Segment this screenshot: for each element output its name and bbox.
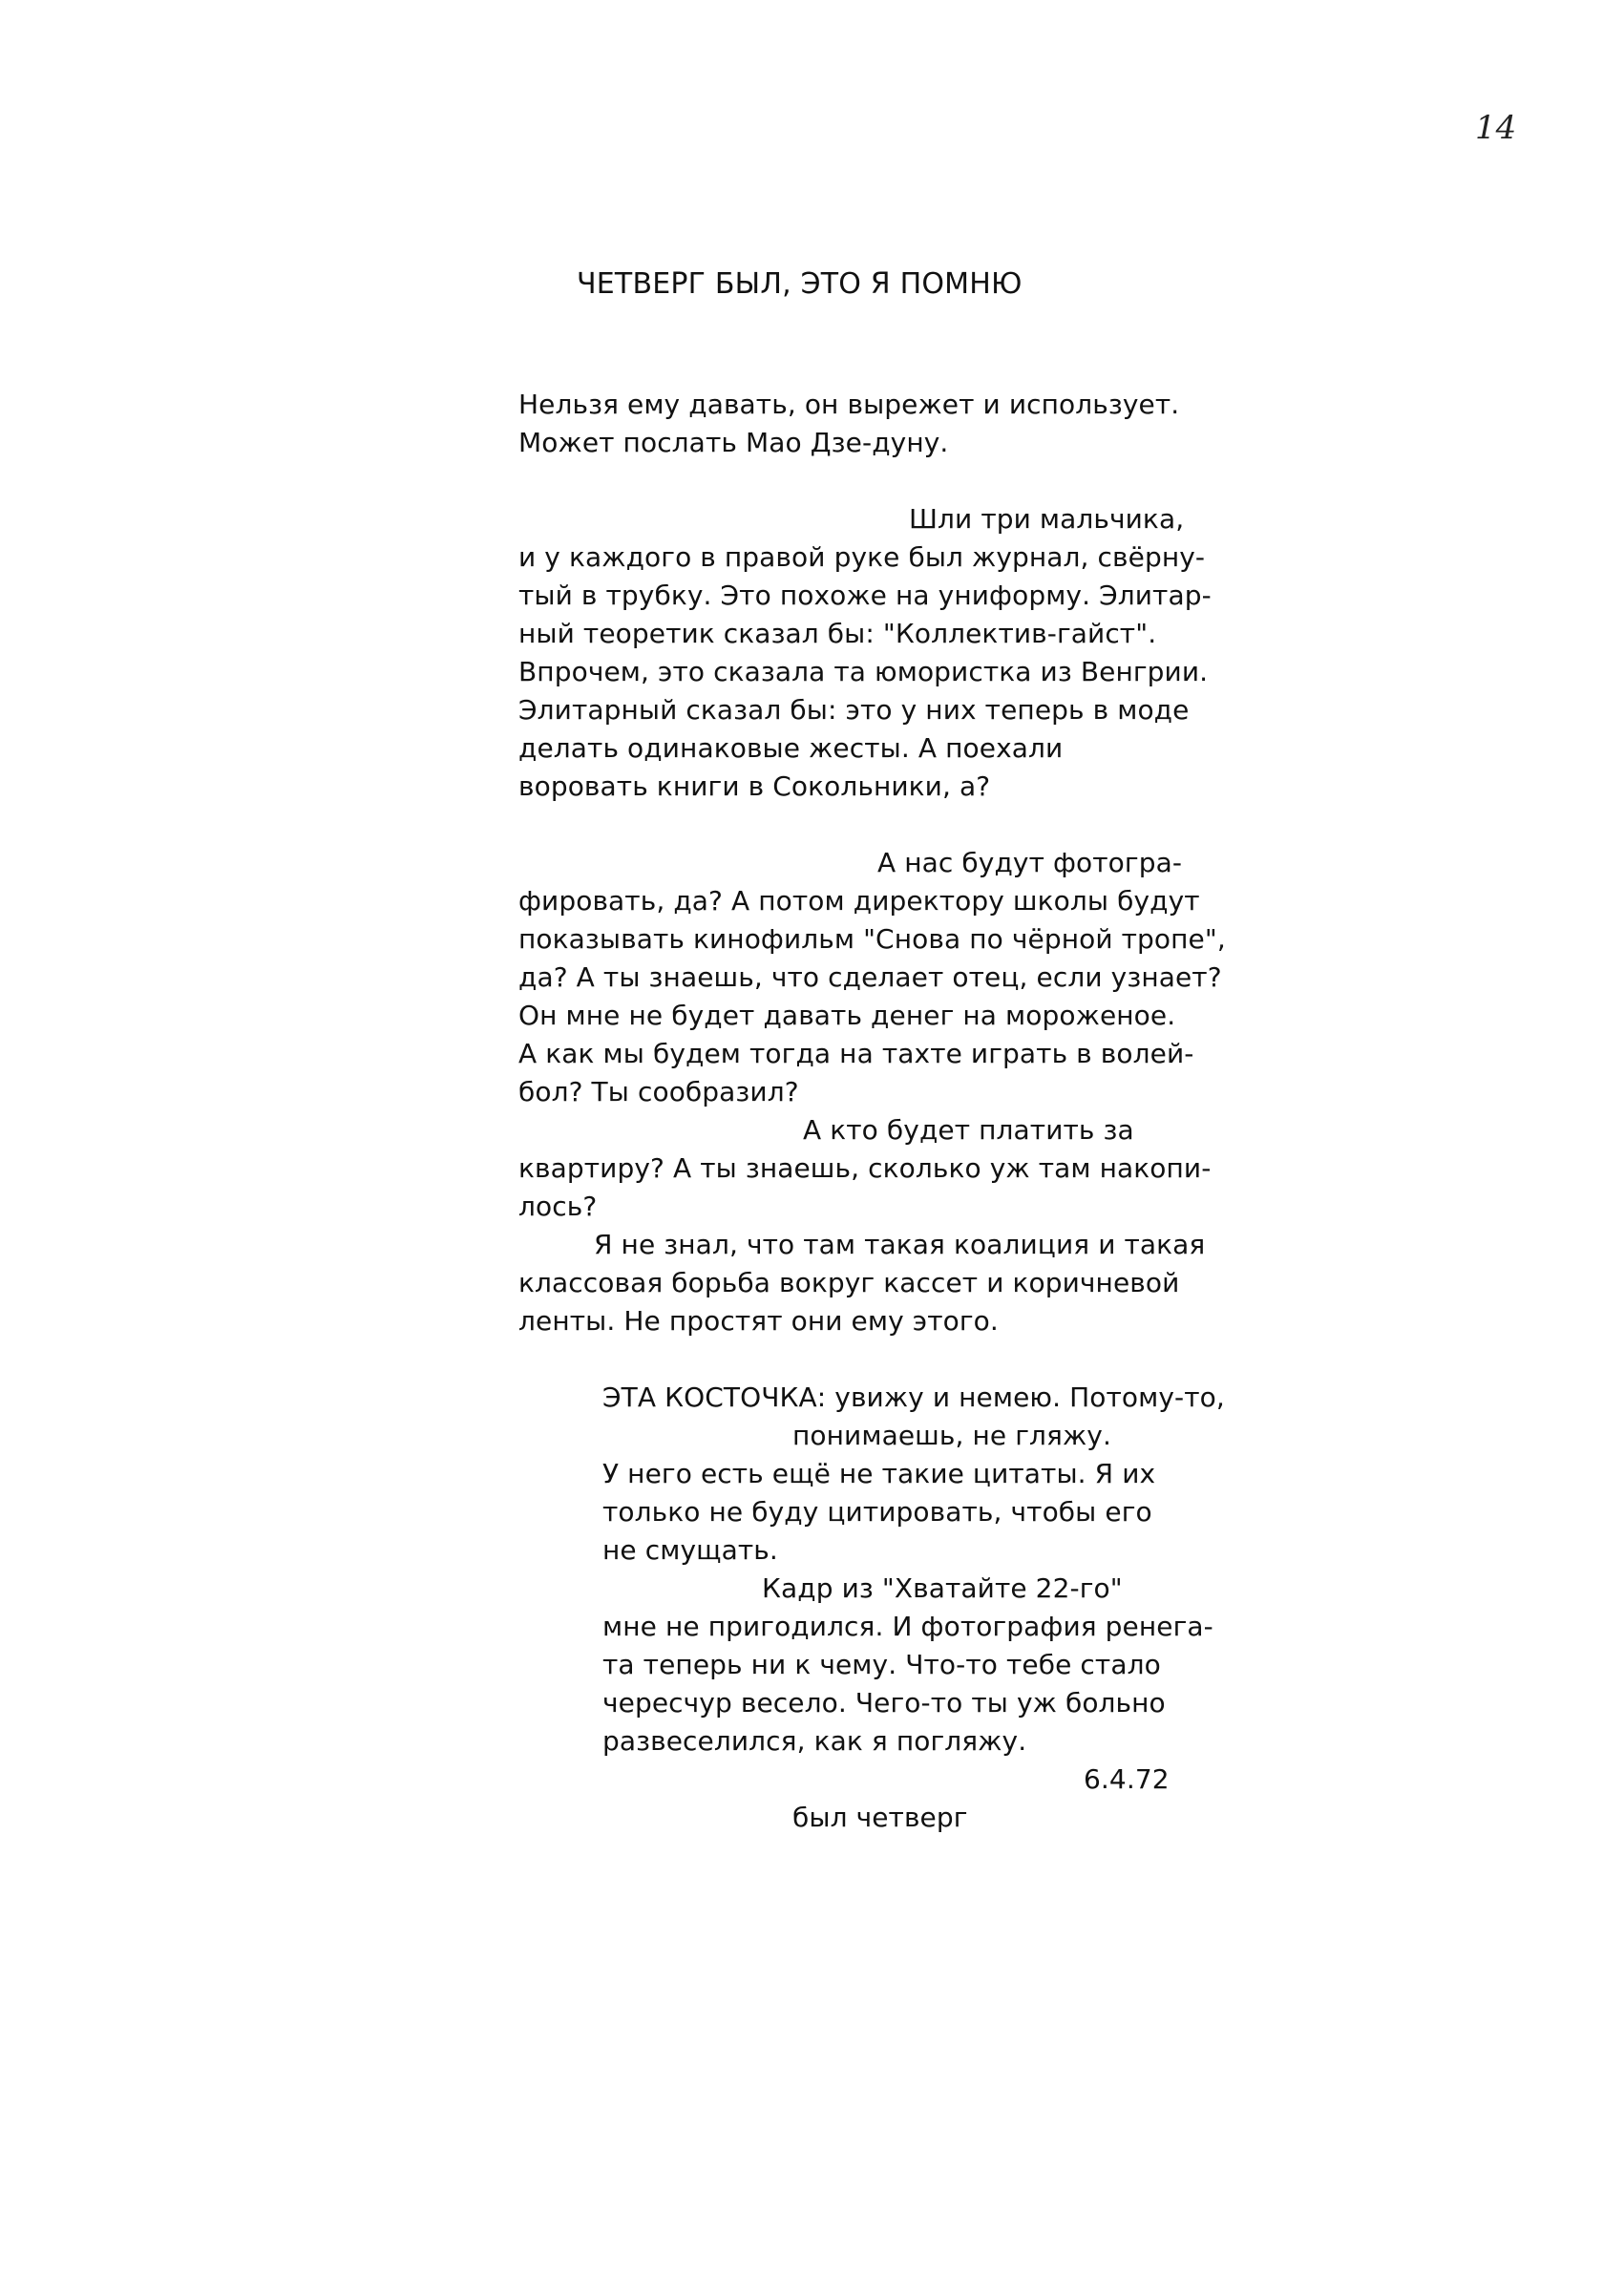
- page-number: 14: [1475, 109, 1517, 147]
- text-line: ный теоретик сказал бы: "Коллектив-гайст".: [518, 618, 1157, 649]
- text-line: чересчур весело. Чего-то ты уж больно: [602, 1687, 1166, 1719]
- text-line: тый в трубку. Это похоже на униформу. Элитар-: [518, 580, 1212, 611]
- text-line: показывать кинофильм "Снова по чёрной тропе",: [518, 923, 1226, 955]
- text-line: лось?: [518, 1191, 598, 1222]
- text-line: делать одинаковые жесты. А поехали: [518, 732, 1064, 764]
- text-line: и у каждого в правой руке был журнал, свёрну-: [518, 541, 1206, 573]
- date-line: 6.4.72: [1084, 1763, 1170, 1795]
- text-line: фировать, да? А потом директору школы будут: [518, 885, 1200, 917]
- text-line: Впрочем, это сказала та юмористка из Венгрии.: [518, 656, 1209, 687]
- text-line: квартиру? А ты знаешь, сколько уж там накопи-: [518, 1152, 1212, 1184]
- text-line: Элитарный сказал бы: это у них теперь в моде: [518, 694, 1190, 726]
- text-line: Шли три мальчика,: [909, 503, 1185, 535]
- text-line: та теперь ни к чему. Что-то тебе стало: [602, 1649, 1161, 1680]
- text-line: только не буду цитировать, чтобы его: [602, 1496, 1152, 1528]
- text-line: мне не пригодился. И фотография ренега-: [602, 1611, 1213, 1642]
- text-line: Он мне не будет давать денег на мороженое.: [518, 1000, 1176, 1031]
- text-line: У него есть ещё не такие цитаты. Я их: [602, 1458, 1156, 1489]
- page-title: ЧЕТВЕРГ БЫЛ, ЭТО Я ПОМНЮ: [577, 267, 1023, 301]
- text-line: А нас будут фотогра-: [877, 847, 1183, 878]
- text-line: бол? Ты сообразил?: [518, 1076, 799, 1107]
- text-line: ленты. Не простят они ему этого.: [518, 1305, 999, 1337]
- text-line: Нельзя ему давать, он вырежет и использует.: [518, 389, 1180, 420]
- text-line: А как мы будем тогда на тахте играть в волей-: [518, 1038, 1194, 1069]
- text-line: Я не знал, что там такая коалиция и такая: [594, 1229, 1206, 1260]
- text-line: ЭТА КОСТОЧКА: увижу и немею. Потому-то,: [602, 1382, 1225, 1413]
- text-line: Кадр из "Хватайте 22-го": [762, 1572, 1123, 1604]
- text-line: воровать книги в Сокольники, а?: [518, 770, 991, 802]
- text-line: развеселился, как я погляжу.: [602, 1725, 1027, 1757]
- text-line: классовая борьба вокруг кассет и коричневой: [518, 1267, 1180, 1298]
- text-line: не смущать.: [602, 1534, 778, 1566]
- text-line: да? А ты знаешь, что сделает отец, если узнает?: [518, 961, 1222, 993]
- text-line: понимаешь, не гляжу.: [792, 1420, 1111, 1451]
- text-line: А кто будет платить за: [803, 1114, 1134, 1146]
- text-line: Может послать Мао Дзе-дуну.: [518, 427, 949, 458]
- text-line: был четверг: [792, 1802, 968, 1833]
